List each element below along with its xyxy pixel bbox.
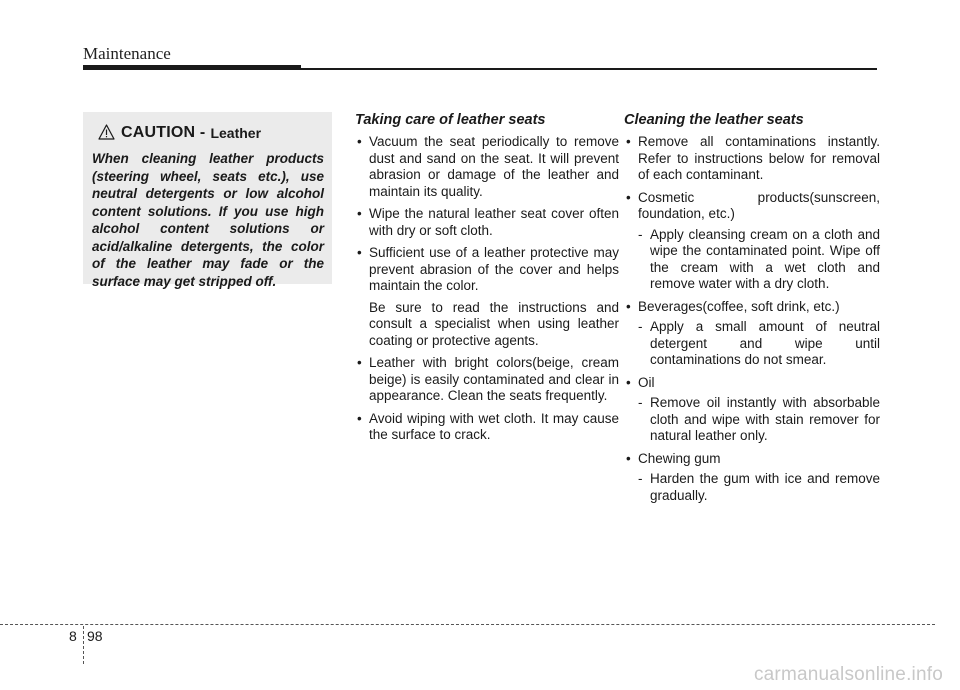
cleaning-column — [624, 112, 880, 510]
care-column — [355, 112, 619, 450]
care-heading: Taking care of leather seats — [355, 112, 546, 128]
list-item: • Remove all contaminations instantly. Refer to instructions below for removal of each contaminant. — [626, 134, 880, 182]
header-rule-thick — [83, 65, 301, 70]
list-item: • Cosmetic products(sunscreen, foundation, etc.) - Apply cleansing cream on a cloth and wipe the contaminated point. Wipe off the cream with a wet cloth and remove water with a dry cloth. — [626, 189, 880, 291]
watermark: carmanualsonline.info — [753, 664, 943, 685]
warning-triangle-icon — [98, 124, 115, 140]
caution-box — [83, 112, 332, 289]
section-title: Maintenance — [83, 44, 171, 63]
list-item: • Vacuum the seat periodically to remove dust and sand on the seat. It will prevent abrasion or damage of the leather and maintain its quality. — [357, 134, 619, 199]
sub-item: - Remove oil instantly with absorbable cloth and wipe with stain remover for natural leather only. — [638, 395, 880, 443]
care-list — [355, 134, 619, 444]
list-item: • Oil - Remove oil instantly with absorbable cloth and wipe with stain remover for natural leather only. — [626, 374, 880, 443]
list-item: • Wipe the natural leather seat cover often with dry or soft cloth. — [357, 206, 619, 238]
chapter-number: 8 — [69, 628, 77, 644]
footer-separator — [83, 626, 84, 664]
sub-item: - Apply a small amount of neutral detergent and wipe until contaminations do not smear. — [638, 319, 880, 367]
list-item: • Leather with bright colors(beige, cream beige) is easily contaminated and clear in appearance. Clean the seats frequently. — [357, 355, 619, 403]
caution-subject: Leather — [210, 125, 262, 141]
caution-label: CAUTION - — [121, 124, 206, 141]
sub-item: - Apply cleansing cream on a cloth and wipe the contaminated point. Wipe off the cream with a wet cloth and remove water with a dry cloth. — [638, 226, 880, 291]
header-rule-thin — [301, 68, 877, 70]
care-note: Be sure to read the instructions and consult a specialist when using leather coating or protective agents. — [369, 299, 619, 348]
list-item: • Sufficient use of a leather protective may prevent abrasion of the cover and helps maintain the color. Be sure to read the instructions and consult a specialist when using leather coating or protective agents. — [357, 245, 619, 348]
footer-rule — [0, 624, 935, 625]
list-item: • Chewing gum - Harden the gum with ice and remove gradually. — [626, 450, 880, 503]
list-item: • Avoid wiping with wet cloth. It may cause the surface to crack. — [357, 410, 619, 442]
list-item: • Beverages(coffee, soft drink, etc.) - Apply a small amount of neutral detergent and wipe until contaminations do not smear. — [626, 298, 880, 367]
caution-header — [98, 120, 324, 142]
sub-item: - Harden the gum with ice and remove gradually. — [638, 471, 880, 503]
cleaning-list — [624, 134, 880, 504]
page-number: 98 — [87, 628, 103, 644]
caution-text: When cleaning leather products (steering wheel, seats etc.), use neutral detergents or low alcohol content solutions. If you use high alcohol content solutions or acid/alkaline detergents, the color of the leather may fade or the surface may get stripped off. — [92, 151, 324, 289]
cleaning-heading: Cleaning the leather seats — [624, 112, 804, 128]
